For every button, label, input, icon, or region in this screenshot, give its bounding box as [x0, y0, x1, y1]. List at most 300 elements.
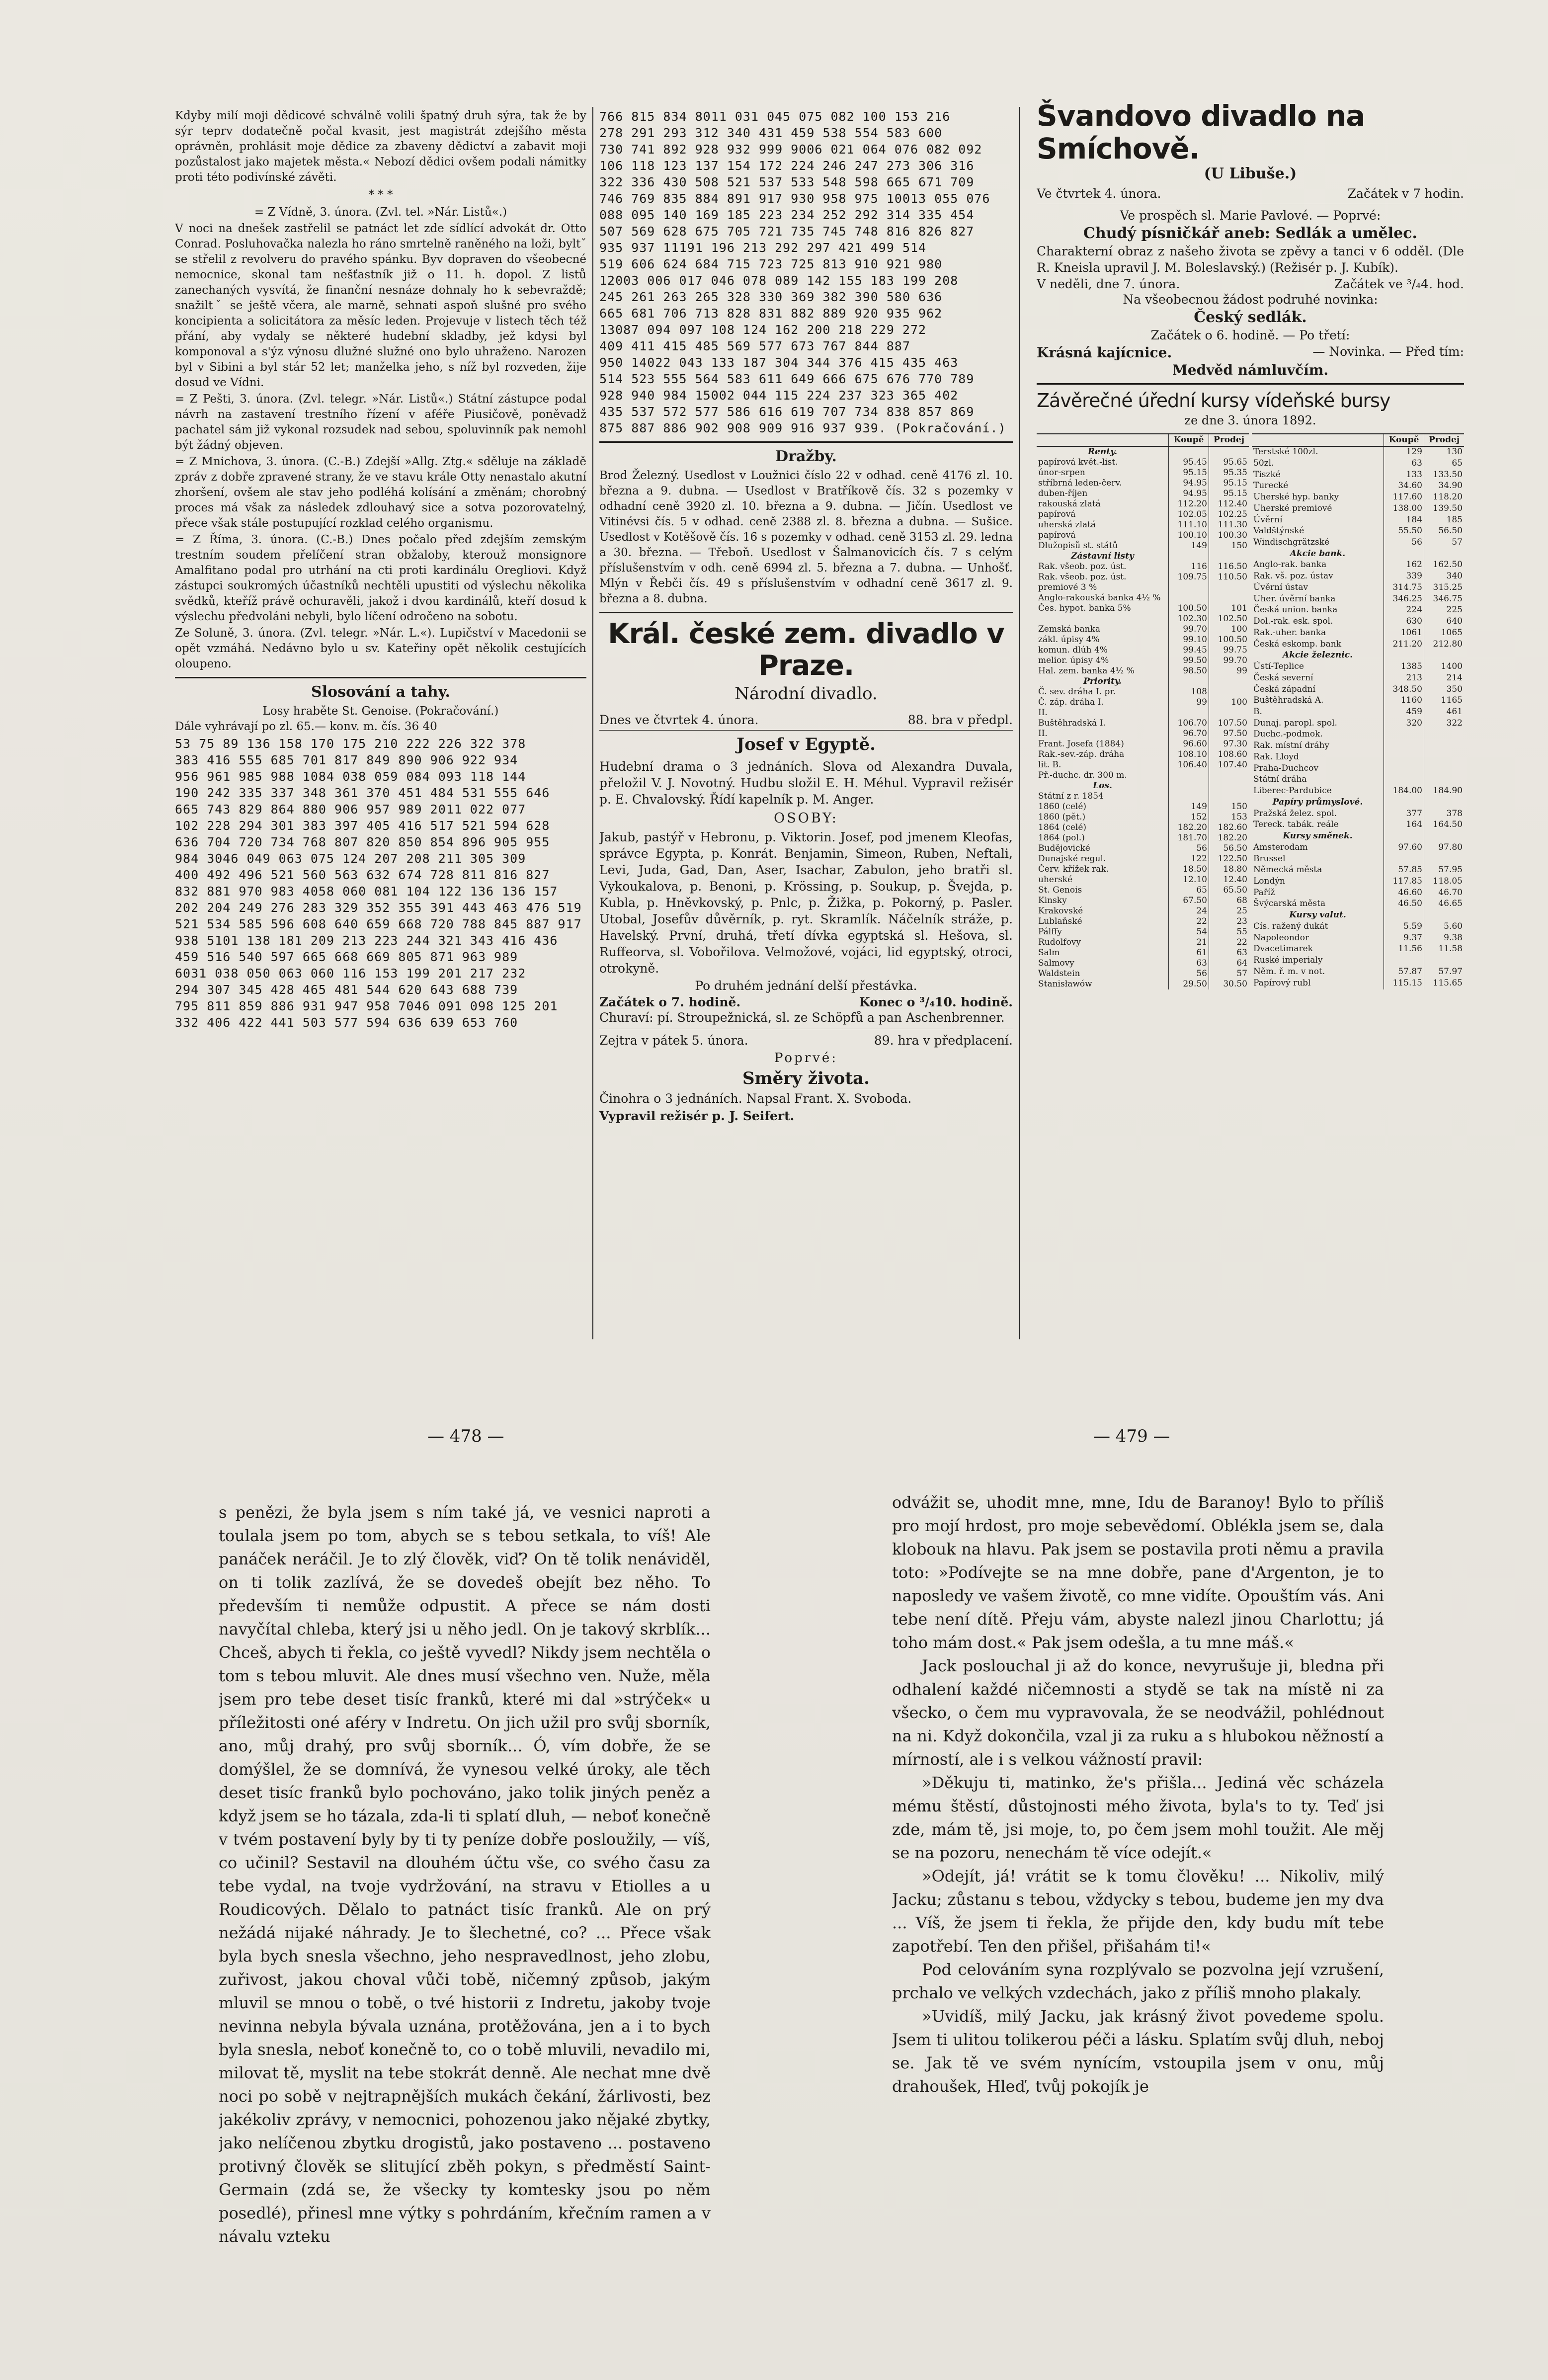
rome-report: = Z Říma, 3. února. (C.-B.) Dnes počalo před zdejším zemským trestním soudem přelíčení stran obžaloby, kterouž monsignore Amalfitano podal pro utrhání na cti proti kardinálu Oregliovi. Když zástupci soukromých účastníků nechtěli upustiti od výslechu několika svědků, kteříž právě ochuravěli, jakož i dvou kardinálů, kteří dosud k výslechu předvoláni nebyli, bylo líčení odročeno na sobotu.: [175, 533, 586, 623]
bourse-buy-price: 97.60: [1384, 842, 1424, 854]
bourse-security-name: Cís. ražený dukát: [1253, 921, 1328, 931]
date-left: Dnes ve čtvrtek 4. února.: [599, 713, 759, 727]
bourse-security-name: Pražská želez. spol.: [1253, 808, 1337, 819]
bourse-date: ze dne 3. února 1892.: [1184, 413, 1316, 427]
bourse-security-name: Státní dráha: [1253, 774, 1307, 785]
bourse-buy-price: 95.15: [1169, 468, 1209, 478]
lottery-number-row: 519 606 624 684 715 723 725 813 910 921 980: [599, 257, 943, 271]
start-left: Začátek o 7. hodině.: [599, 995, 741, 1009]
bourse-row: [1037, 635, 1249, 645]
lottery-number-row: 383 416 555 685 701 817 849 890 906 922 934: [175, 753, 518, 767]
bourse-sell-price: 107.50: [1209, 718, 1249, 729]
bourse-sell-price: [1424, 549, 1465, 560]
bourse-security-name: Salm: [1038, 948, 1060, 958]
bourse-row: [1252, 876, 1464, 888]
lottery-number-row: 102 228 294 301 383 397 405 416 517 521 594 628: [175, 819, 550, 833]
bourse-row: [1252, 820, 1464, 831]
bourse-buy-price: 129: [1384, 446, 1424, 458]
evening-line: Začátek o 6. hodině. — Po třetí:: [1150, 328, 1350, 342]
bourse-security-name: Tiszké: [1253, 469, 1281, 480]
bourse-security-name: Ruské imperialy: [1253, 955, 1323, 966]
bourse-row: [1037, 896, 1249, 906]
bourse-sell-price: 1400: [1424, 661, 1465, 673]
bourse-security-name: Salmovy: [1038, 958, 1074, 968]
bourse-sell-price: 350: [1424, 684, 1465, 696]
bourse-row: [1037, 656, 1249, 666]
start-right: Konec o ³/₄10. hodině.: [859, 995, 1013, 1009]
bourse-row: [1037, 864, 1249, 875]
bourse-security-name: Napoleondor: [1253, 932, 1309, 943]
sunday-line: [1037, 277, 1464, 291]
bourse-row: [1037, 687, 1249, 697]
bourse-security-name: 1860 (celé): [1038, 802, 1087, 812]
bourse-buy-price: 67.50: [1169, 896, 1209, 906]
bourse-row: [1037, 457, 1249, 468]
bourse-security-name: Valdštýnské: [1253, 526, 1304, 536]
bourse-row: [1252, 673, 1464, 684]
bourse-security-name: Německá města: [1253, 865, 1322, 875]
bourse-security-name: Renty.: [1087, 447, 1117, 457]
bourse-sell-price: 225: [1424, 605, 1465, 616]
next-play-description: Činohra o 3 jednáních. Napsal Frant. X. Svoboda.: [599, 1091, 912, 1106]
bourse-row: [1252, 944, 1464, 955]
page-number-right: — 479 —: [1093, 1426, 1170, 1446]
bourse-security-name: Rak. místní dráhy: [1253, 740, 1330, 751]
lottery-number-row: 665 681 706 713 828 831 882 889 920 935 962: [599, 306, 943, 321]
novel-left-column: [219, 1501, 711, 2286]
tomorrow-line: [599, 1033, 1013, 1048]
lottery-number-row: 832 881 970 983 4058 060 081 104 122 136 136 157: [175, 884, 558, 899]
bourse-row: [1252, 458, 1464, 470]
bourse-sell-price: 57: [1209, 969, 1249, 979]
bourse-security-name: Ústí-Teplice: [1253, 661, 1304, 672]
bourse-buy-price: 346.25: [1384, 594, 1424, 605]
middle-column: [599, 108, 1013, 1341]
bourse-security-name: Zástavní listy: [1071, 551, 1134, 561]
bourse-sell-price: 182.20: [1209, 833, 1249, 843]
bourse-buy-price: 55.50: [1384, 526, 1424, 537]
bourse-header-sell: Prodej: [1424, 434, 1465, 446]
national-theatre-title: Král. české zem. divadlo v Praze.: [608, 618, 1004, 682]
bourse-row: [1252, 639, 1464, 651]
bourse-buy-price: 57.87: [1384, 967, 1424, 978]
bourse-buy-price: 111.10: [1169, 520, 1209, 530]
bourse-security-name: Anglo-rak. banka: [1253, 560, 1327, 570]
bourse-sell-price: 115.65: [1424, 978, 1465, 989]
bourse-sell-price: 23: [1209, 916, 1249, 927]
lottery-number-row: 332 406 422 441 503 577 594 636 639 653 760: [175, 1015, 518, 1030]
bourse-section-row: [1252, 831, 1464, 842]
bourse-row: [1037, 812, 1249, 822]
lottery-number-row: 514 523 555 564 583 611 649 666 675 676 770 789: [599, 372, 975, 386]
bourse-section-row: [1037, 446, 1249, 457]
bourse-buy-price: 5.59: [1384, 921, 1424, 933]
bourse-row: [1037, 509, 1249, 520]
bourse-security-name: Kursy směnek.: [1283, 831, 1353, 841]
bourse-title: Závěrečné úřední kursy vídeňské bursy: [1037, 390, 1390, 411]
bourse-buy-price: 117.85: [1384, 876, 1424, 888]
bourse-buy-price: [1384, 910, 1424, 921]
bourse-security-name: Rak. všeob. poz. úst. premiové 3 %: [1038, 572, 1127, 592]
cast-heading: OSOBY:: [774, 811, 838, 826]
bourse-security-name: Dvacetimarek: [1253, 944, 1313, 954]
bourse-security-name: Uherské hyp. banky: [1253, 492, 1339, 502]
novel-paragraph: Pod celováním syna rozplývalo se pozvolna její vzrušení, prchalo ve velkých vzdechách, jako z příliš mnoho plakaly.: [892, 1960, 1384, 2002]
lottery-number-row: 950 14022 043 133 187 304 344 376 415 435 463: [599, 355, 959, 370]
bourse-row: [1252, 503, 1464, 515]
bourse-security-name: 1864 (celé): [1038, 822, 1087, 832]
lottery-intro: Dále vyhrávají po zl. 65.— konv. m. čís. 36 40: [175, 720, 437, 733]
bourse-row: [1252, 515, 1464, 526]
bourse-security-name: melior. úpisy 4%: [1038, 656, 1109, 665]
bourse-buy-price: 1385: [1384, 661, 1424, 673]
bourse-security-name: Priority.: [1083, 676, 1122, 686]
bourse-row: [1252, 628, 1464, 639]
bourse-sell-price: 99.70: [1209, 656, 1249, 666]
bourse-buy-price: 1160: [1384, 695, 1424, 707]
will-paragraph: Kdyby milí moji dědicové schválně volili špatný druh sýra, tak že by sýr teprv dodatečně počal kvasit, jest magistrát zdejšího města oprávněn, prohlásit moje dědice za zbaveny dědictví a zabavit moji pozůstalost jako majetek města.« Nebozí dědici ovšem podali námitky proti této podivínské závěti.: [175, 109, 586, 184]
bourse-security-name: Rudolfovy: [1038, 937, 1081, 947]
bourse-sell-price: [1424, 650, 1465, 661]
bourse-row: [1037, 875, 1249, 885]
bourse-row: [1037, 645, 1249, 656]
bourse-row: [1037, 468, 1249, 478]
bourse-row: [1252, 967, 1464, 978]
bourse-sell-price: [1424, 955, 1465, 967]
bourse-buy-price: 149: [1169, 802, 1209, 812]
next-play-title: Směry života.: [742, 1068, 870, 1088]
bourse-row: [1037, 572, 1249, 593]
lottery-number-row: 400 492 496 521 560 563 632 674 728 811 816 827: [175, 868, 550, 882]
sick-note: Churaví: pí. Stroupežnická, sl. ze Schöpfů a pan Aschenbrenner.: [599, 1010, 1005, 1025]
bourse-security-name: Anglo-rakouská banka 4½ %: [1038, 593, 1161, 603]
bourse-sell-price: 212.80: [1424, 639, 1465, 651]
bourse-sell-price: [1424, 910, 1465, 921]
bourse-row: [1252, 470, 1464, 481]
bourse-sell-price: 150: [1209, 802, 1249, 812]
bourse-header-buy: Koupě: [1169, 434, 1209, 446]
bourse-buy-price: [1384, 650, 1424, 661]
bourse-buy-price: 56: [1169, 843, 1209, 854]
bourse-sell-price: [1209, 551, 1249, 562]
bourse-buy-price: 182.20: [1169, 822, 1209, 833]
bourse-table-left: [1037, 433, 1249, 989]
bourse-buy-price: 99: [1169, 697, 1209, 708]
bourse-row: [1252, 481, 1464, 492]
lottery-number-row: 12003 006 017 046 078 089 142 155 183 199 208: [599, 273, 959, 288]
bourse-buy-price: 112.20: [1169, 499, 1209, 509]
bourse-security-name: Papíry průmyslové.: [1272, 797, 1363, 807]
lottery-number-row: 521 534 585 596 608 640 659 668 720 788 845 887 917: [175, 917, 582, 931]
bourse-buy-price: 102.05: [1169, 509, 1209, 520]
lottery-number-row: 6031 038 050 063 060 116 153 199 201 217 232: [175, 966, 526, 981]
bourse-buy-price: 18.50: [1169, 864, 1209, 875]
lottery-number-row: 938 5101 138 181 209 213 223 244 321 343 416 436: [175, 933, 558, 948]
bourse-sell-price: [1424, 740, 1465, 752]
bourse-buy-price: 11.56: [1384, 944, 1424, 955]
bourse-sell-price: 1165: [1424, 695, 1465, 707]
bourse-buy-price: 61: [1169, 948, 1209, 958]
bourse-row: [1037, 739, 1249, 749]
bourse-sell-price: 101: [1209, 603, 1249, 614]
bourse-buy-price: 184.00: [1384, 786, 1424, 797]
bourse-security-name: Kinsky: [1038, 896, 1067, 905]
column-rule: [1019, 107, 1020, 1339]
bourse-sell-price: 116.50: [1209, 562, 1249, 572]
bourse-sell-price: 18.80: [1209, 864, 1249, 875]
bourse-sell-price: [1209, 446, 1249, 457]
bourse-row: [1252, 718, 1464, 730]
bourse-row: [1037, 833, 1249, 843]
bourse-security-name: papírová květ.-list.: [1038, 457, 1118, 467]
bourse-sell-price: 315.25: [1424, 582, 1465, 594]
bourse-security-name: Rak.-uher. banka: [1253, 627, 1326, 638]
lottery-number-row: 795 811 859 886 931 947 958 7046 091 098 125 201: [175, 999, 558, 1013]
bourse-row: [1037, 916, 1249, 927]
bourse-security-name: Česká union. banka: [1253, 605, 1338, 615]
bourse-sell-price: 122.50: [1209, 854, 1249, 864]
bourse-buy-price: 102.30: [1169, 614, 1209, 624]
tomorrow-right: 89. hra v předplacení.: [874, 1033, 1013, 1048]
bourse-row: [1252, 921, 1464, 933]
bourse-row: [1037, 854, 1249, 864]
bourse-security-name: Dol.-rak. esk. spol.: [1253, 616, 1333, 627]
bourse-sell-price: 97.50: [1209, 729, 1249, 739]
bourse-buy-price: 96.70: [1169, 729, 1209, 739]
bourse-row: [1037, 593, 1249, 603]
bourse-section-row: [1037, 551, 1249, 562]
bourse-sell-price: 118.20: [1424, 492, 1465, 503]
bourse-sell-price: 130: [1424, 446, 1465, 458]
bourse-row: [1252, 809, 1464, 820]
bourse-row: [1252, 899, 1464, 910]
bourse-row: [1252, 571, 1464, 582]
bourse-sell-price: 1065: [1424, 628, 1465, 639]
bourse-buy-price: 95.45: [1169, 457, 1209, 468]
bourse-security-name: zákl. úpisy 4%: [1038, 635, 1100, 645]
section-divider: [175, 677, 586, 678]
bourse-buy-price: [1169, 708, 1209, 718]
bourse-security-name: Úvěrní: [1253, 514, 1283, 525]
interval-note: Po druhém jednání delší přestávka.: [695, 979, 917, 993]
bourse-header-buy: Koupě: [1384, 434, 1424, 446]
bourse-section-row: [1252, 797, 1464, 809]
novel-right-column: [892, 1491, 1384, 2276]
bourse-buy-price: 630: [1384, 616, 1424, 628]
svanda-date-right: Začátek v 7 hodin.: [1347, 186, 1464, 201]
novel-paragraph: odvážit se, uhodit mne, mne, Idu de Baranoy! Bylo to příliš pro mojí hrdost, pro moje sebevědomí. Oblékla jsem se, dala klobouk na hlavu. Pak jsem se postavila proti němu a pravila toto: »Podívejte se na mne dobře, pane d'Argenton, je to naposledy ve vašem životě, co mne vidíte. Opouštím vás. Ani tebe není dítě. Přeju vám, abyste nalezl jinou Charlottu; já toho mám dost.« Pak jsem odešla, a tu mne máš.«: [892, 1493, 1384, 1652]
bourse-security-name: II.: [1038, 729, 1048, 739]
bourse-buy-price: 152: [1169, 812, 1209, 822]
bourse-security-name: Uherské premiové: [1253, 503, 1332, 513]
bourse-sell-price: 100: [1209, 624, 1249, 635]
bourse-row: [1037, 666, 1249, 676]
bourse-row: [1252, 774, 1464, 786]
auction-heading: Dražby.: [775, 448, 837, 465]
bourse-buy-price: [1384, 831, 1424, 842]
bourse-sell-price: 65.50: [1209, 885, 1249, 896]
bourse-sell-price: 95.15: [1209, 478, 1249, 489]
lottery-number-row: 956 961 985 988 1084 038 059 084 093 118 144: [175, 769, 526, 784]
bourse-security-name: Frant. Josefa (1884): [1038, 739, 1124, 749]
bourse-buy-price: 224: [1384, 605, 1424, 616]
cast-list: Jakub, pastýř v Hebronu, p. Viktorin. Josef, pod jmenem Kleofas, správce Egypta, p. Konrát. Benjamin, Simeon, Ruben, Neftali, Levi, Juda, Gad, Dan, Aser, Isachar, Zabulon, jeho bratři sl. Vykoukalova, p. Benoni, p. Krössing, p. Soukup, p. Švejda, p. Kubla, p. Hněvkovský, p. Pnlc, p. Žižka, p. Pokorný, p. Pasler. Utobal, Josefův důvěrník, p. ryt. Skramlík. Náčelník stráže, p. Havelský. První, druhá, třetí dívka egyptská sl. Hešova, sl. Ruffeorva, sl. Vobořilova. Velmožové, vojáci, lid egyptský, otroci, otrokyně.: [599, 830, 1013, 976]
column-rule: [592, 107, 593, 1339]
bourse-buy-price: [1169, 446, 1209, 457]
bourse-sell-price: 184.90: [1424, 786, 1465, 797]
bourse-row: [1252, 955, 1464, 967]
bourse-row: [1037, 822, 1249, 833]
bourse-security-name: Tereck. tabák. reále: [1253, 820, 1339, 830]
bourse-buy-price: 54: [1169, 927, 1209, 937]
bourse-sell-price: 162.50: [1424, 560, 1465, 571]
premiere-label: Poprvé:: [774, 1051, 838, 1066]
play-description: Hudební drama o 3 jednáních. Slova od Alexandra Duvala, přeložil V. J. Novotný. Hudbu složil E. H. Méhul. Vypravil režisér p. E. Chvalovský. Řídí kapelník p. M. Anger.: [599, 759, 1013, 807]
bourse-security-name: uherské: [1038, 875, 1073, 885]
bourse-buy-price: 122: [1169, 854, 1209, 864]
bourse-sell-price: [1209, 791, 1249, 802]
bourse-security-name: Buštěhradská I.: [1038, 718, 1106, 728]
bourse-security-name: Lublaňské: [1038, 916, 1082, 926]
bourse-buy-price: 56: [1169, 969, 1209, 979]
bourse-security-name: Česká západní: [1253, 684, 1316, 694]
start-line: [599, 995, 1013, 1009]
date-right: 88. bra v předpl.: [907, 713, 1013, 727]
svanda-play-title: Chudý písničkář aneb: Sedlák a umělec.: [1083, 225, 1417, 242]
bourse-buy-price: 459: [1384, 707, 1424, 718]
bourse-buy-price: 184: [1384, 515, 1424, 526]
bourse-security-name: Rak.-sev.-záp. dráha: [1038, 749, 1125, 759]
bourse-row: [1037, 791, 1249, 802]
bourse-buy-price: 24: [1169, 906, 1209, 916]
bourse-buy-price: [1384, 797, 1424, 809]
bourse-security-name: Česká eskomp. bank: [1253, 639, 1342, 649]
bourse-security-name: papírová: [1038, 509, 1076, 519]
bourse-sell-price: [1424, 752, 1465, 763]
bourse-row: [1037, 530, 1249, 541]
novel-paragraph: »Odejít, já! vrátit se k tomu člověku! ... Nikoliv, milý Jacku; zůstanu s tebou, vždycky s tebou, budeme jen my dva ... Víš, že jsem ti řekla, že přijde den, kdy budu mít tebe zapotřebí. Ten den přišel, přišahám ti!«: [892, 1867, 1384, 1956]
bourse-header-sell: Prodej: [1209, 434, 1249, 446]
bourse-sell-price: 46.65: [1424, 899, 1465, 910]
bourse-buy-price: [1384, 955, 1424, 967]
bourse-security-name: Kursy valut.: [1289, 910, 1346, 920]
bourse-sell-price: 57: [1424, 537, 1465, 549]
bourse-row: [1252, 729, 1464, 740]
bourse-buy-price: 181.70: [1169, 833, 1209, 843]
bourse-security-name: Rak. všeob. poz. úst.: [1038, 562, 1127, 572]
vienna-report: V noci na dnešek zastřelil se patnáct let zde sídlící advokát dr. Otto Conrad. Posluhovačka nalezla ho ráno smrtelně raněného na loži, byltˇ se střelil z revolveru do pravého spánku. Byv dopraven do všeobecné nemocnice, skonal tam nešťastník již o 11. h. dopol. Z listů zanechaných vysvítá, že finanční nesnáze dohnaly ho k sebevraždě; snažiltˇ se ještě včera, ale marně, sehnati aspoň slušné pro svého koncipienta a solicitátora za měsíc leden. Projevuje v listech těch též přání, aby vydaly se některé hudební skladby, jež kdysi byl komponoval a s'ýz výnosu dlužné služné ono bylo uhraženo. Narozen byl v Sibini a byl stár 52 let; manželka jeho, s níž byl rozveden, žije dosud ve Vídni.: [175, 222, 586, 389]
bourse-security-name: Švýcarská města: [1253, 899, 1326, 909]
date-line: [599, 713, 1013, 727]
bourse-security-name: Akcie bank.: [1290, 548, 1346, 559]
evening-play: Krásná kajícnice.: [1037, 344, 1172, 361]
bourse-buy-price: 65: [1169, 885, 1209, 896]
bourse-security-name: Liberec-Pardubice: [1253, 786, 1332, 796]
bourse-security-name: Rak. Lloyd: [1253, 751, 1299, 762]
bourse-section-row: [1252, 650, 1464, 661]
bourse-security-name: Dunaj. paropl. spol.: [1253, 718, 1337, 728]
bourse-security-name: Zemská banka: [1038, 624, 1100, 634]
bourse-buy-price: 108.10: [1169, 749, 1209, 760]
bourse-buy-price: 34.60: [1384, 481, 1424, 492]
lottery-number-row: 202 204 249 276 283 329 352 355 391 443 463 476 519: [175, 901, 582, 915]
bourse-row: [1252, 763, 1464, 775]
novel-paragraph: »Děkuju ti, matinko, že's přišla... Jediná věc scházela mému štěstí, důstojnosti mého života, byla's to ty. Teď jsi zde, mám tě, jsi moje, to, po čem jsem mohl toužit. Ale měj se na pozoru, nenechám tě více odejít.«: [892, 1773, 1384, 1862]
bourse-row: [1037, 802, 1249, 812]
bourse-security-name: Paříž: [1253, 887, 1275, 898]
bourse-security-name: Př.-duchc. dr. 300 m.: [1038, 770, 1127, 780]
lottery-number-row: 409 411 415 485 569 577 673 767 844 887: [599, 339, 910, 353]
bourse-buy-price: 339: [1384, 571, 1424, 582]
bourse-security-name: Dunajské regul.: [1038, 854, 1106, 864]
bourse-row: [1252, 740, 1464, 752]
bourse-row: [1037, 729, 1249, 739]
bourse-sell-price: 100.30: [1209, 530, 1249, 541]
bourse-buy-price: [1169, 791, 1209, 802]
bourse-buy-price: 133: [1384, 470, 1424, 481]
bourse-buy-price: [1384, 549, 1424, 560]
bourse-row: [1037, 770, 1249, 781]
bourse-security-name: Čes. hypot. banka 5%: [1038, 603, 1131, 613]
bourse-row: [1037, 749, 1249, 760]
svanda-theatre-subtitle: (U Libuše.): [1204, 165, 1297, 182]
popular-demand: Na všeobecnou žádost podruhé novinka:: [1123, 292, 1378, 307]
bourse-sell-price: 97.30: [1209, 739, 1249, 749]
bourse-sell-price: 214: [1424, 673, 1465, 684]
bourse-buy-price: 56: [1384, 537, 1424, 549]
divider: [599, 730, 1013, 731]
bourse-buy-price: 211.20: [1384, 639, 1424, 651]
lottery-number-row: 507 569 628 675 705 721 735 745 748 816 826 827: [599, 224, 975, 239]
bourse-sell-price: 322: [1424, 718, 1465, 730]
bourse-security-name: Pálffy: [1038, 927, 1062, 937]
bourse-row: [1037, 760, 1249, 770]
bourse-sell-price: [1424, 831, 1465, 842]
bourse-sell-price: 97.80: [1424, 842, 1465, 854]
bourse-row: [1037, 885, 1249, 896]
bourse-security-name: II.: [1038, 708, 1048, 718]
bourse-row: [1037, 927, 1249, 937]
bourse-security-name: Úvěrní ústav: [1253, 582, 1308, 592]
bourse-security-name: 50zl.: [1253, 458, 1274, 468]
bourse-security-name: uherská zlatá: [1038, 520, 1096, 530]
bourse-security-name: Dlužopisů st. států: [1038, 541, 1118, 551]
bourse-security-name: komun. dlúh 4%: [1038, 645, 1108, 655]
bourse-security-name: Rak. vš. poz. ústav: [1253, 571, 1333, 581]
bourse-security-name: Amsterodam: [1253, 842, 1308, 852]
lottery-numbers: [175, 736, 586, 1031]
lottery-number-row: 746 769 835 884 891 917 930 958 975 10013 055 076: [599, 191, 990, 206]
pest-report: = Z Pešti, 3. února. (Zvl. telegr. »Nár. Listů«.) Státní zástupce podal návrh na zastavení trestního řízení v aféře Piusičově, poněvadž pachatel sám již vykonal rozsudek nad sebou, spoluvinník pak nemohl být žádný objeven.: [175, 393, 586, 452]
bourse-sell-price: [1209, 593, 1249, 603]
bourse-buy-price: 99.45: [1169, 645, 1209, 656]
bourse-sell-price: 346.75: [1424, 594, 1465, 605]
bourse-buy-price: 94.95: [1169, 489, 1209, 499]
bourse-sell-price: 63: [1209, 948, 1249, 958]
bourse-sell-price: [1209, 687, 1249, 697]
bourse-security-name: B.: [1253, 706, 1262, 717]
bourse-sell-price: 110.50: [1209, 572, 1249, 593]
bourse-buy-price: [1384, 854, 1424, 865]
bourse-buy-price: 108: [1169, 687, 1209, 697]
bourse-sell-price: 56.50: [1424, 526, 1465, 537]
bourse-row: [1037, 708, 1249, 718]
bourse-security-name: Duchc.-podmok.: [1253, 729, 1323, 739]
lottery-number-row: 935 937 11191 196 213 292 297 421 499 514: [599, 241, 927, 255]
bourse-sell-price: 133.50: [1424, 470, 1465, 481]
asterisks: * * *: [368, 188, 393, 201]
bourse-security-name: Hal. zem. banka 4½ %: [1038, 666, 1135, 676]
